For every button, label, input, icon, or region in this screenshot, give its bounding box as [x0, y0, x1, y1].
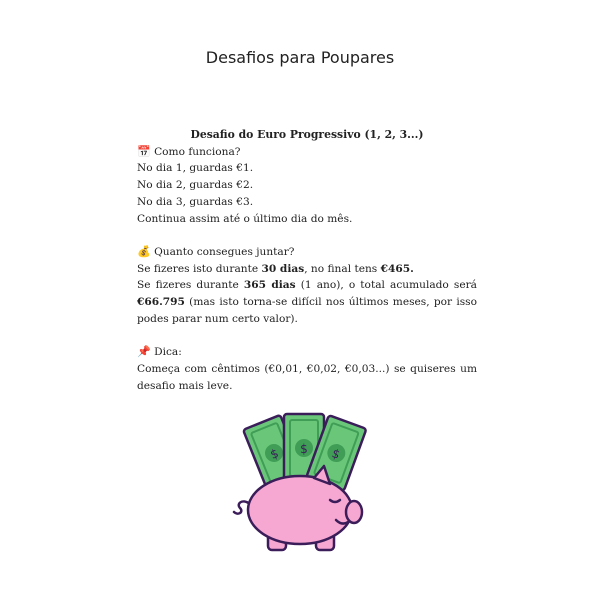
svg-text:$: $: [268, 446, 281, 462]
tip-heading-row: [137, 344, 477, 361]
calendar-icon: 📅: [137, 144, 151, 158]
tip-heading: Dica:: [154, 346, 182, 359]
total-heading: Quanto consegues juntar?: [154, 245, 295, 258]
svg-text:$: $: [300, 442, 308, 456]
tip-text: Começa com cêntimos (€0,01, €0,02, €0,03...) se quiseres um desafio mais leve.: [137, 362, 477, 392]
piggy-bank-illustration: [232, 408, 372, 558]
total-paragraph-30: Se fizeres isto durante 30 dias, no final tens €465.: [137, 262, 414, 275]
how-line: No dia 1, guardas €1.: [137, 162, 254, 175]
total-paragraph-365: Se fizeres durante 365 dias (1 ano), o total acumulado será €66.795 (mas isto torna-se difícil nos últimos meses, por isso podes parar num certo valor).: [137, 279, 477, 325]
money-bag-icon: 💰: [137, 244, 151, 258]
svg-text:$: $: [330, 446, 342, 462]
days-30: 30 dias: [261, 262, 305, 275]
how-heading-row: [137, 144, 477, 161]
page-title: Desafios para Poupares: [205, 48, 395, 67]
how-line: Continua assim até o último dia do mês.: [137, 212, 353, 225]
amount-365: €66.795: [137, 296, 185, 309]
how-line: No dia 2, guardas €2.: [137, 179, 254, 192]
amount-30: €465.: [380, 262, 414, 275]
days-365: 365 dias: [243, 279, 296, 292]
how-heading: Como funciona?: [154, 145, 241, 158]
pushpin-icon: 📌: [137, 345, 151, 359]
challenge-title: Desafio do Euro Progressivo (1, 2, 3...): [190, 128, 424, 141]
how-line: No dia 3, guardas €3.: [137, 195, 254, 208]
total-heading-row: [137, 244, 477, 261]
challenge-content: [137, 127, 477, 394]
